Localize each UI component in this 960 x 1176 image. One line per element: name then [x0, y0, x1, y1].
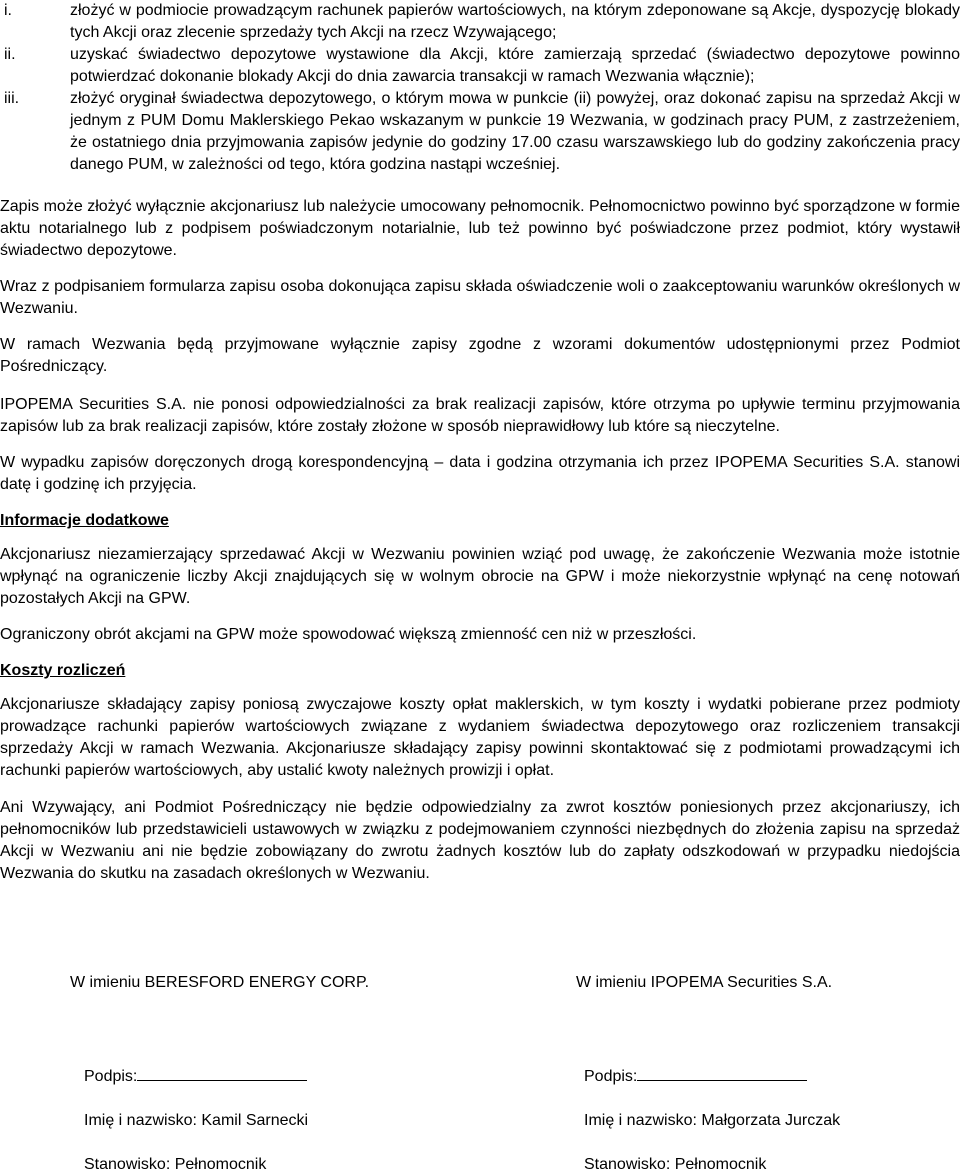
signature-right-position: Stanowisko: Pełnomocnik: [584, 1156, 767, 1173]
list-item-number: iii.: [4, 90, 20, 107]
signature-left-sign-line: [84, 1064, 307, 1088]
list-item-text: złożyć oryginał świadectwa depozytowego, o którym mowa w punkcie (ii) powyżej, oraz dokonać zapisu na sprzedaż Akcji w jednym z PUM Domu Maklerskiego Pekao wskazanym w punkcie 19 Wezwania, w godzinach pracy PUM, z zastrzeżeniem, że ostatniego dnia przyjmowania zapisów jedynie do godziny 17.00 czasu warszawskiego lub do godziny zakończenia pracy danego PUM, w zależności od tego, która godzina nastąpi wcześniej.: [70, 90, 960, 173]
signature-left-on-behalf: W imieniu BERESFORD ENERGY CORP.: [70, 974, 370, 991]
heading-additional-info: Informacje dodatkowe: [0, 512, 169, 529]
paragraph-correspondence: W wypadku zapisów doręczonych drogą korespondencyjną – data i godzina otrzymania ich przez IPOPEMA Securities S.A. stanowi datę i godzinę ich przyjęcia.: [0, 454, 960, 493]
signature-right-sign-line: [584, 1064, 807, 1088]
paragraph-free-float: Akcjonariusz niezamierzający sprzedawać Akcji w Wezwaniu powinien wziąć pod uwagę, że zakończenie Wezwania może istotnie wpłynąć na ograniczenie liczby Akcji znajdujących się w wolnym obrocie na GPW i może niekorzystnie wpłynąć na cenę notowań pozostałych Akcji na GPW.: [0, 546, 960, 607]
signature-left-position: Stanowisko: Pełnomocnik: [84, 1156, 267, 1173]
heading-settlement-costs: Koszty rozliczeń: [0, 662, 126, 679]
signature-right-sign-label: Podpis:: [584, 1068, 638, 1085]
requirements-list: [0, 0, 960, 176]
paragraph-subscription-submission: Zapis może złożyć wyłącznie akcjonariusz lub należycie umocowany pełnomocnik. Pełnomocnictwo powinno być sporządzone w formie aktu notarialnego lub z podpisem poświadczonym notarialnie, lub też powinno być poświadczone przez podmiot, który wystawił świadectwo depozytowe.: [0, 198, 960, 259]
paragraph-document-templates: W ramach Wezwania będą przyjmowane wyłącznie zapisy zgodne z wzorami dokumentów udostępnionymi przez Podmiot Pośredniczący.: [0, 336, 960, 375]
signature-right-name: Imię i nazwisko: Małgorzata Jurczak: [584, 1112, 841, 1129]
paragraph-volatility: Ograniczony obrót akcjami na GPW może spowodować większą zmienność cen niż w przeszłości.: [0, 626, 697, 643]
paragraph-no-reimbursement: Ani Wzywający, ani Podmiot Pośredniczący nie będzie odpowiedzialny za zwrot kosztów poniesionych przez akcjonariuszy, ich pełnomocników lub przedstawicieli ustawowych w związku z podejmowaniem czynności niezbędnych do złożenia zapisu na sprzedaż Akcji w Wezwaniu ani nie będzie zobowiązany do zwrotu żadnych kosztów lub do zapłaty odszkodowań w przypadku niedojścia Wezwania do skutku na zasadach określonych w Wezwaniu.: [0, 799, 960, 882]
signature-left-name: Imię i nazwisko: Kamil Sarnecki: [84, 1112, 309, 1129]
paragraph-brokerage-costs: Akcjonariusze składający zapisy poniosą zwyczajowe koszty opłat maklerskich, w tym koszty i wydatki pobierane przez podmioty prowadzące rachunki papierów wartościowych związane z wydaniem świadectwa depozytowego oraz rozliczeniem transakcji sprzedaży Akcji w ramach Wezwania. Akcjonariusze składający zapisy powinni skontaktować się z podmiotami prowadzącymi ich rachunki papierów wartościowych, aby ustalić kwoty należnych prowizji i opłat.: [0, 696, 960, 779]
signature-blank-line: [137, 1064, 307, 1081]
list-item: [0, 0, 960, 44]
paragraph-declaration: Wraz z podpisaniem formularza zapisu osoba dokonująca zapisu składa oświadczenie woli o zaakceptowaniu warunków określonych w Wezwaniu.: [0, 278, 960, 317]
list-item-number: ii.: [4, 46, 16, 63]
signature-left-sign-label: Podpis:: [84, 1068, 138, 1085]
list-item: [0, 88, 960, 176]
signature-blank-line: [637, 1064, 807, 1081]
list-item-number: i.: [4, 2, 12, 19]
signature-right-on-behalf: W imieniu IPOPEMA Securities S.A.: [576, 974, 833, 991]
list-item: [0, 44, 960, 88]
list-item-text: złożyć w podmiocie prowadzącym rachunek papierów wartościowych, na którym zdeponowane są Akcje, dyspozycję blokady tych Akcji oraz zlecenie sprzedaży tych Akcji na rzecz Wzywającego;: [70, 2, 960, 41]
list-item-text: uzyskać świadectwo depozytowe wystawione dla Akcji, które zamierzają sprzedać (świadectwo depozytowe powinno potwierdzać dokonanie blokady Akcji do dnia zawarcia transakcji w ramach Wezwania włącznie);: [70, 46, 960, 85]
paragraph-liability: IPOPEMA Securities S.A. nie ponosi odpowiedzialności za brak realizacji zapisów, które otrzyma po upływie terminu przyjmowania zapisów lub za brak realizacji zapisów, które zostały złożone w sposób nieprawidłowy lub które są nieczytelne.: [0, 396, 960, 435]
